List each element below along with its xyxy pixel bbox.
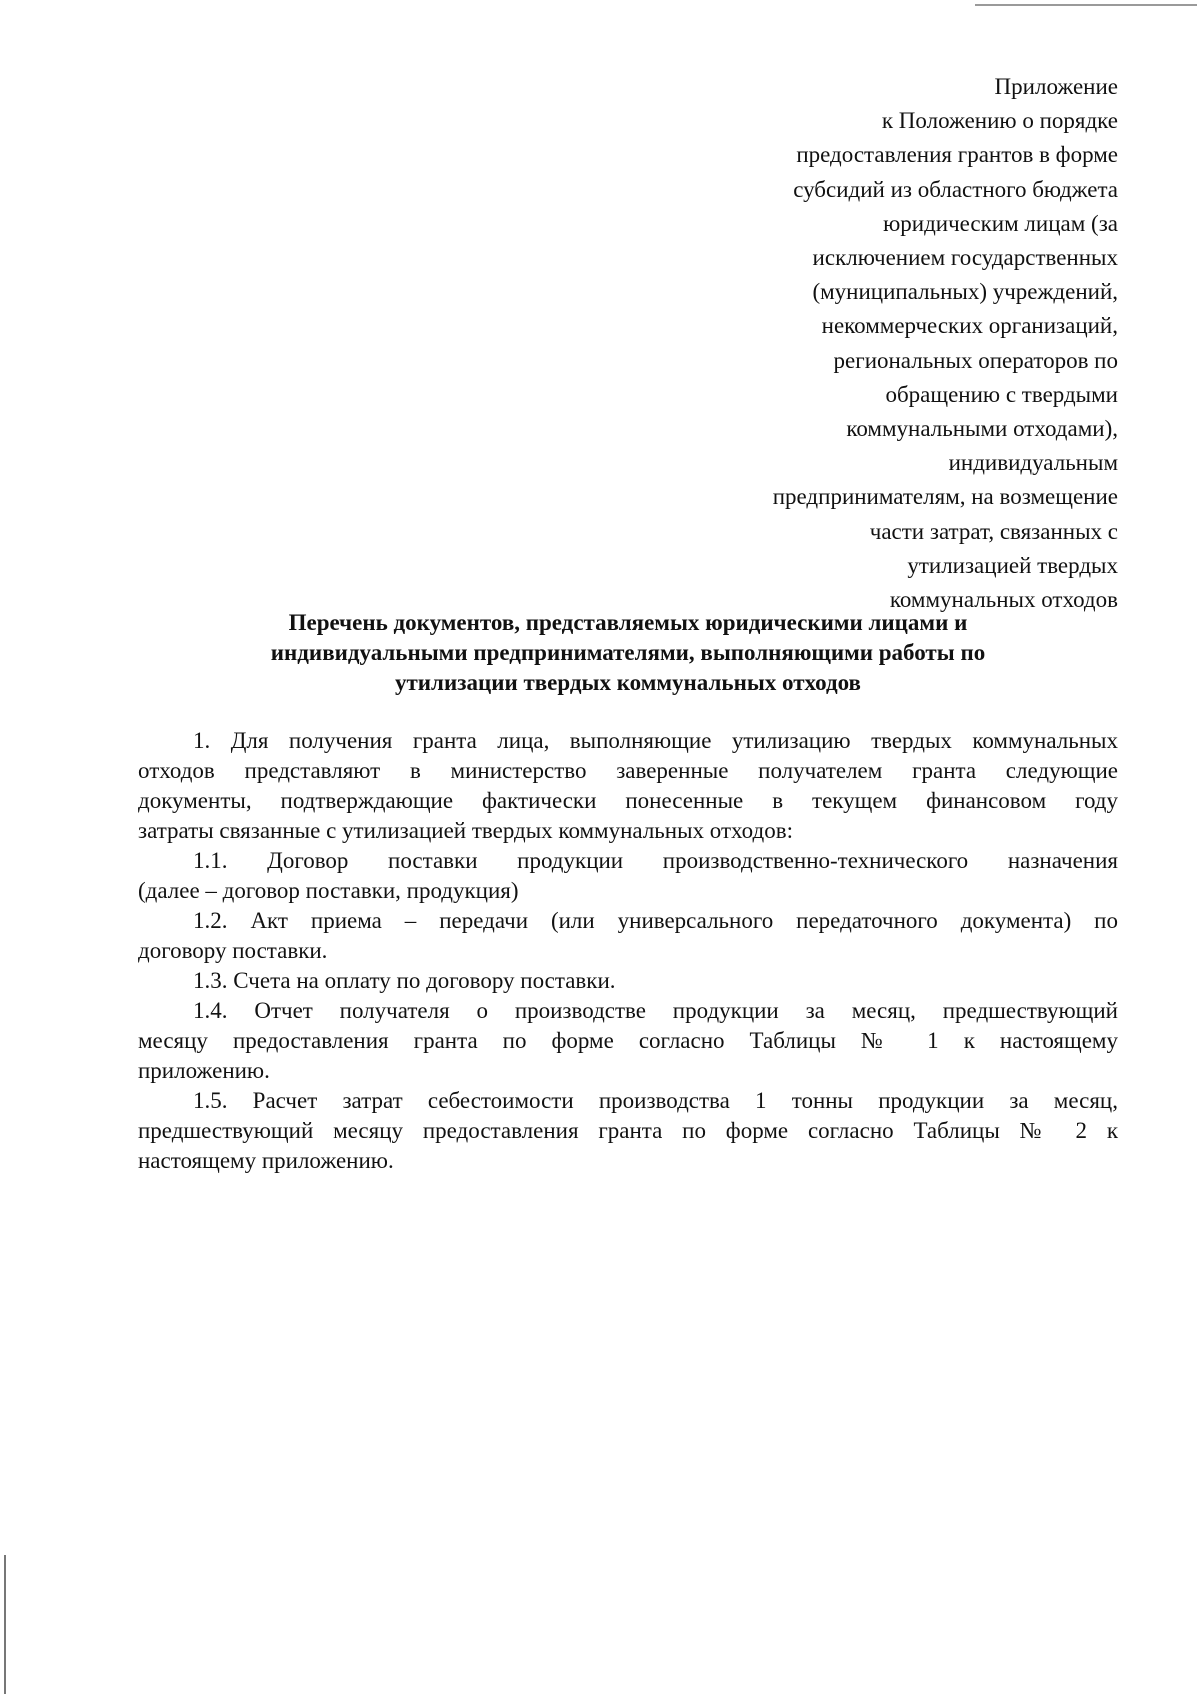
paragraph-line: 1.4. Отчет получателя о производстве продукции за месяц, предшествующий — [193, 998, 1118, 1023]
paragraph-line: приложению. — [138, 1058, 270, 1083]
paragraph-1-2 — [138, 906, 1118, 966]
paragraph-line: предшествующий месяцу предоставления гранта по форме согласно Таблицы № 2 к — [138, 1118, 1118, 1143]
appendix-line: региональных операторов по — [833, 347, 1118, 373]
scan-edge-line-top — [975, 4, 1197, 6]
paragraph-line: 1.5. Расчет затрат себестоимости производства 1 тонны продукции за месяц, — [193, 1088, 1118, 1113]
document-title — [138, 608, 1118, 698]
paragraph-1-4 — [138, 996, 1118, 1086]
paragraph-line: 1.2. Акт приема – передачи (или универсального передаточного документа) по — [193, 908, 1118, 933]
paragraph-line: документы, подтверждающие фактически понесенные в текущем финансовом году — [138, 788, 1118, 813]
paragraph-line: договору поставки. — [138, 938, 328, 963]
scan-edge-line-left — [4, 1555, 6, 1694]
appendix-line: индивидуальным — [948, 450, 1118, 476]
document-body — [138, 726, 1118, 1176]
appendix-line: (муниципальных) учреждений, — [812, 279, 1118, 305]
paragraph-1-5 — [138, 1086, 1118, 1176]
paragraph-line: (далее – договор поставки, продукция) — [138, 878, 519, 903]
appendix-line: части затрат, связанных с — [869, 518, 1118, 544]
appendix-line: некоммерческих организаций, — [821, 313, 1118, 339]
paragraph-line: 1.1. Договор поставки продукции производственно-технического назначения — [193, 848, 1118, 873]
paragraph-line: отходов представляют в министерство заверенные получателем гранта следующие — [138, 758, 1118, 783]
appendix-line: предоставления грантов в форме — [796, 142, 1118, 168]
title-line: индивидуальными предпринимателями, выполняющими работы по — [270, 640, 986, 665]
paragraph-1 — [138, 726, 1118, 846]
appendix-line: коммунальных отходов — [889, 587, 1118, 613]
title-line: Перечень документов, представляемых юридическими лицами и — [288, 610, 968, 635]
paragraph-1-1 — [138, 846, 1118, 906]
appendix-line: утилизацией твердых — [907, 552, 1118, 578]
appendix-line: обращению с твердыми — [885, 381, 1118, 407]
appendix-header — [698, 70, 1118, 617]
appendix-line: Приложение — [994, 74, 1118, 99]
paragraph-line: настоящему приложению. — [138, 1148, 394, 1173]
appendix-line: юридическим лицам (за — [883, 210, 1118, 236]
appendix-line: субсидий из областного бюджета — [793, 176, 1118, 202]
paragraph-line: 1.3. Счета на оплату по договору поставки. — [193, 968, 616, 993]
appendix-line: предпринимателям, на возмещение — [772, 484, 1118, 510]
appendix-line: к Положению о порядке — [881, 108, 1118, 134]
appendix-line: коммунальными отходами), — [846, 416, 1118, 442]
paragraph-line: 1. Для получения гранта лица, выполняющие утилизацию твердых коммунальных — [193, 728, 1118, 753]
appendix-line: исключением государственных — [812, 245, 1118, 271]
paragraph-line: месяцу предоставления гранта по форме согласно Таблицы № 1 к настоящему — [138, 1028, 1118, 1053]
title-line: утилизации твердых коммунальных отходов — [395, 670, 861, 695]
paragraph-1-3 — [138, 966, 1118, 996]
paragraph-line: затраты связанные с утилизацией твердых коммунальных отходов: — [138, 818, 793, 843]
